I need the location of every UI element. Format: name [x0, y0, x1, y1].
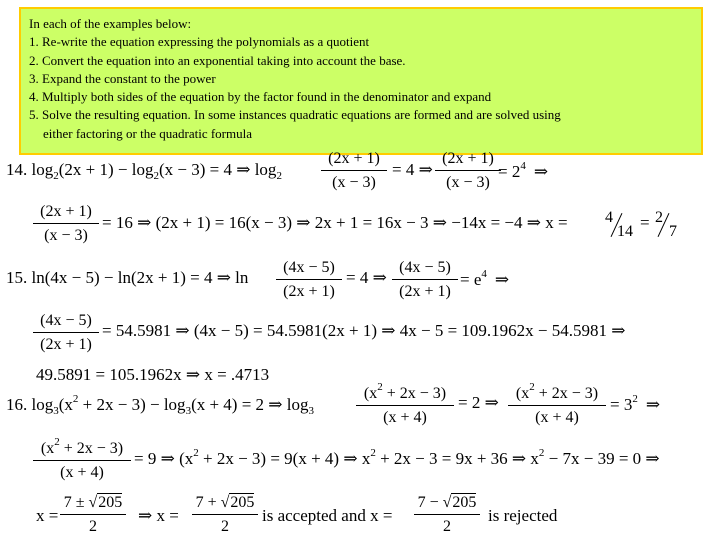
instructions-box: [19, 7, 703, 155]
instruction-step-5: 5. Solve the resulting equation. In some instances quadratic equations are formed and are solved using: [29, 107, 561, 123]
ex16-implies-x: ⇒ x =: [138, 506, 179, 525]
ex16-x-equals: x =: [36, 506, 59, 525]
ex14-equals-power: = $2^4$ ⇒: [498, 160, 549, 181]
ex16-fraction-3: $\frac{(x^2 + 2x - 3)}{(x + 4)}$: [33, 437, 131, 481]
ex15-equals-e-power: = $e^4$ ⇒: [460, 268, 510, 289]
instruction-step-2: 2. Convert the equation into an exponential taking into account the base.: [29, 52, 406, 68]
ex14-result-denominator: 7: [669, 223, 677, 240]
ex16-accepted-root: $\frac{7 + √205}{2}$: [192, 495, 258, 535]
ex16-equals-2: = 2 ⇒: [458, 393, 499, 412]
ex15-fraction-1: $\frac{(4x - 5)}{(2x + 1)}$: [276, 260, 342, 300]
ex16-line1: 16. $\log_3(x^2 + 2x - 3) - \log_3(x + 4) = 2$ ⇒ $\log_3$: [6, 393, 315, 417]
ex14-fraction-1: $\frac{(2x + 1)}{(x - 3)}$: [321, 151, 387, 191]
ex14-x-denominator: 14: [617, 223, 633, 240]
ex14-fraction-3: $\frac{(2x + 1)}{(x - 3)}$: [33, 204, 99, 244]
instruction-step-4: 4. Multiply both sides of the equation by the factor found in the denominator and expand: [29, 89, 492, 105]
ex16-fraction-1: $\frac{(x^2 + 2x - 3)}{(x + 4)}$: [356, 382, 454, 426]
ex16-equals-power: = $3^2$ ⇒: [610, 393, 661, 414]
ex16-fraction-2: $\frac{(x^2 + 2x - 3)}{(x + 4)}$: [508, 382, 606, 426]
instruction-step-1: 1. Re-write the equation expressing the polynomials as a quotient: [29, 34, 370, 50]
ex16-rejected-root: $\frac{7 - √205}{2}$: [414, 495, 480, 535]
ex16-rejected-text: is rejected: [488, 506, 558, 525]
ex14-x-numerator: 4: [605, 209, 613, 226]
ex16-accepted-text: is accepted and x =: [262, 506, 393, 525]
ex15-line3: 49.5891 = 105.1962x ⇒ x = .4713: [36, 365, 270, 384]
ex14-equals-sign: =: [640, 213, 650, 232]
instruction-step-3: 3. Expand the constant to the power: [29, 70, 216, 86]
ex15-fraction-3: $\frac{(4x - 5)}{(2x + 1)}$: [33, 313, 99, 353]
ex14-equals-4: = 4 ⇒: [392, 160, 433, 179]
ex16-line2: = 9 ⇒ $(x^2 + 2x - 3) = 9(x + 4)$ ⇒ $x^2 + 2x - 3 = 9x + 36$ ⇒ $x^2 - 7x - 39 = 0$ ⇒: [134, 447, 660, 468]
instruction-step-5-cont: either factoring or the quadratic formula: [43, 125, 252, 141]
ex15-line2: = 54.5981 ⇒ (4x − 5) = 54.5981(2x + 1) ⇒ 4x − 5 = 109.1962x − 54.5981 ⇒: [102, 321, 626, 340]
ex16-quadratic-formula: $\frac{7 \pm √205}{2}$: [60, 495, 126, 535]
ex14-line1: 14. $\log_2(2x + 1) - \log_2(x - 3) = 4$ ⇒ $\log_2$: [6, 160, 282, 182]
ex14-result-numerator: 2: [655, 209, 663, 226]
ex15-line1: 15. ln(4x − 5) − ln(2x + 1) = 4 ⇒ ln: [6, 268, 249, 287]
ex15-fraction-2: $\frac{(4x - 5)}{(2x + 1)}$: [392, 260, 458, 300]
ex14-line2: = 16 ⇒ (2x + 1) = 16(x − 3) ⇒ 2x + 1 = 16x − 3 ⇒ −14x = −4 ⇒ x =: [102, 213, 568, 232]
instructions-intro: In each of the examples below:: [29, 16, 192, 31]
ex14-fraction-2: $\frac{(2x + 1)}{(x - 3)}$: [435, 151, 501, 191]
ex15-equals-4: = 4 ⇒: [346, 268, 387, 287]
